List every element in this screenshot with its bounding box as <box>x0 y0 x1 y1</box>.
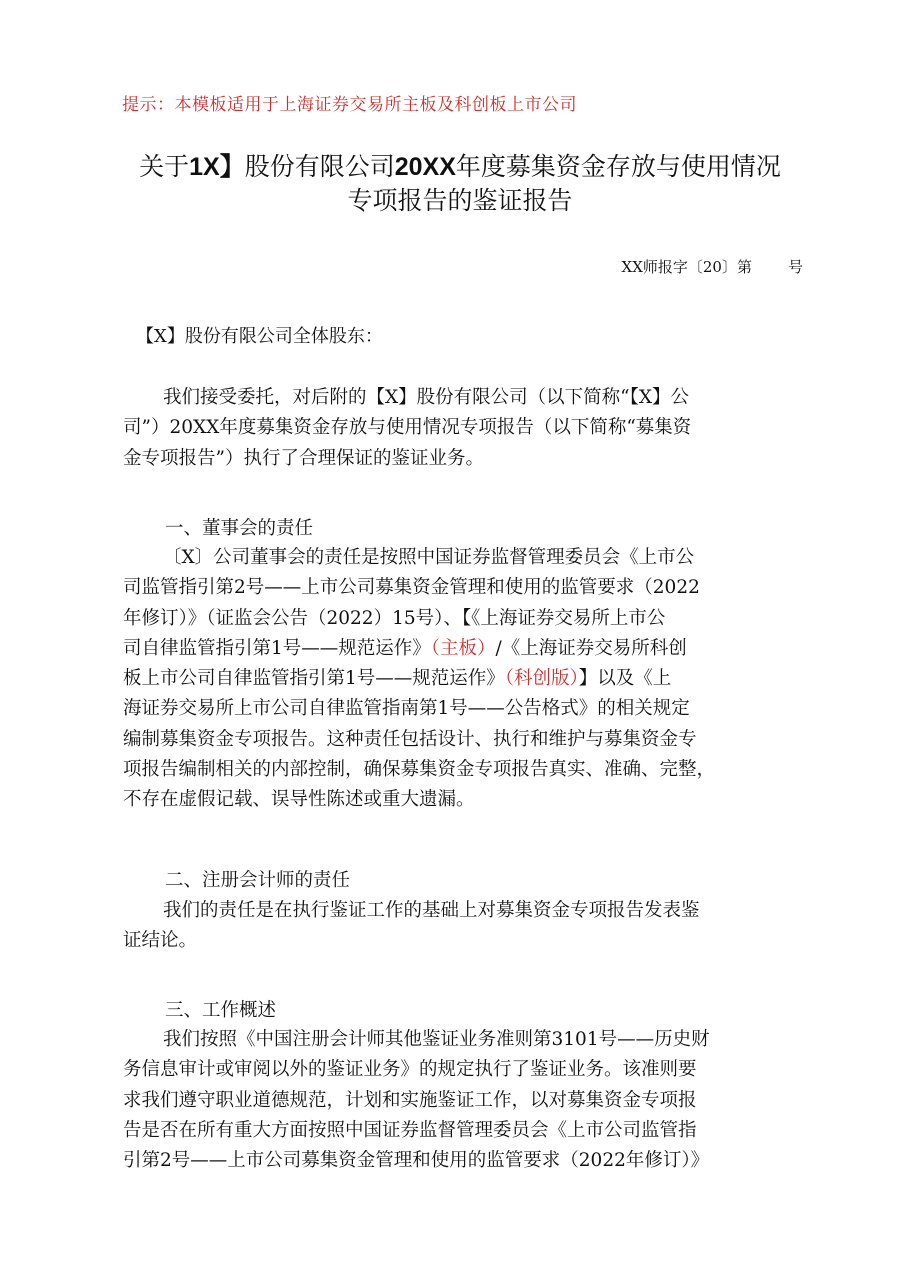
title-part: 年度募集资金存放与使用情况 <box>455 152 781 181</box>
section-heading-directors: 一、董事会的责任 <box>165 518 314 539</box>
document-number-prefix: XX师报字〔20〕第 <box>621 258 752 276</box>
template-hint: 提示：本模板适用于上海证券交易所主板及科创板上市公司 <box>122 95 577 115</box>
line-segment: 】以及《上 <box>578 668 672 690</box>
paragraph-line: 不存在虚假记载、误导性陈述或重大遗漏。 <box>123 789 475 811</box>
title-part: 股份有限公司 <box>244 152 395 181</box>
intro-paragraph <box>123 383 813 474</box>
paragraph-line: 我们按照《中国注册会计师其他鉴证业务准则第3101号——历史财 <box>163 1029 710 1050</box>
line-segment: 板上市公司自律监管指引第1号——规范运作》 <box>123 668 505 690</box>
line-segment: 司自律监管指引第1号——规范运作》 <box>123 637 431 659</box>
section-heading-auditor: 二、注册会计师的责任 <box>165 870 351 891</box>
paragraph-line: 求我们遵守职业道德规范，计划和实施鉴证工作，以对募集资金专项报 <box>123 1089 697 1111</box>
board-note-main: （主板） <box>430 637 496 659</box>
report-title-line-2: 专项报告的鉴证报告 <box>347 186 573 215</box>
paragraph-line: 证结论。 <box>123 930 198 952</box>
paragraph-line: 司监管指引第2号——上市公司募集资金管理和使用的监管要求（2022 <box>123 577 700 599</box>
paragraph-line <box>123 664 813 694</box>
paragraph-line: 告是否在所有重大方面按照中国证券监督管理委员会《上市公司监管指 <box>123 1119 697 1141</box>
paragraph-line: 项报告编制相关的内部控制，确保募集资金专项报告真实、准确、完整， <box>123 759 716 781</box>
directors-paragraph <box>123 543 813 816</box>
board-note-star: （科创版） <box>504 668 579 690</box>
title-company-code: 1X】 <box>189 153 245 181</box>
document-number-suffix: 号 <box>787 258 803 276</box>
paragraph-line: 〔X〕公司董事会的责任是按照中国证券监督管理委员会《上市公 <box>163 547 695 568</box>
report-title-line-1 <box>100 151 820 183</box>
document-number <box>622 256 803 277</box>
paragraph-line: 引第2号——上市公司募集资金管理和使用的监管要求（2022年修订）》 <box>123 1150 710 1172</box>
paragraph-line: 年修订）》（证监会公告（2022）15号）、【《上海证券交易所上市公 <box>123 607 666 629</box>
work-overview-paragraph <box>123 1025 813 1176</box>
paragraph-line: 金专项报告”）执行了合理保证的鉴证业务。 <box>123 447 484 469</box>
paragraph-line: 海证券交易所上市公司自律监管指南第1号——公告格式》的相关规定 <box>123 698 690 720</box>
paragraph-line: 编制募集资金专项报告。这种责任包括设计、执行和维护与募集资金专 <box>123 728 697 750</box>
salutation: 【X】股份有限公司全体股东： <box>136 326 383 347</box>
section-heading-work-overview: 三、工作概述 <box>165 1000 277 1021</box>
paragraph-line: 我们的责任是在执行鉴证工作的基础上对募集资金专项报告发表鉴 <box>163 900 700 921</box>
title-part: 关于 <box>139 152 190 181</box>
line-segment: /《上海证券交易所科创 <box>495 637 687 659</box>
auditor-paragraph <box>123 896 813 957</box>
paragraph-line: 我们接受委托，对后附的【X】股份有限公司（以下简称“【X】公 <box>163 387 690 408</box>
paragraph-line <box>123 634 813 664</box>
paragraph-line: 司”）20XX年度募集资金存放与使用情况专项报告（以下简称“募集资 <box>123 417 692 439</box>
title-year: 20XX <box>394 153 456 181</box>
paragraph-line: 务信息审计或审阅以外的鉴证业务》的规定执行了鉴证业务。该准则要 <box>123 1059 697 1081</box>
